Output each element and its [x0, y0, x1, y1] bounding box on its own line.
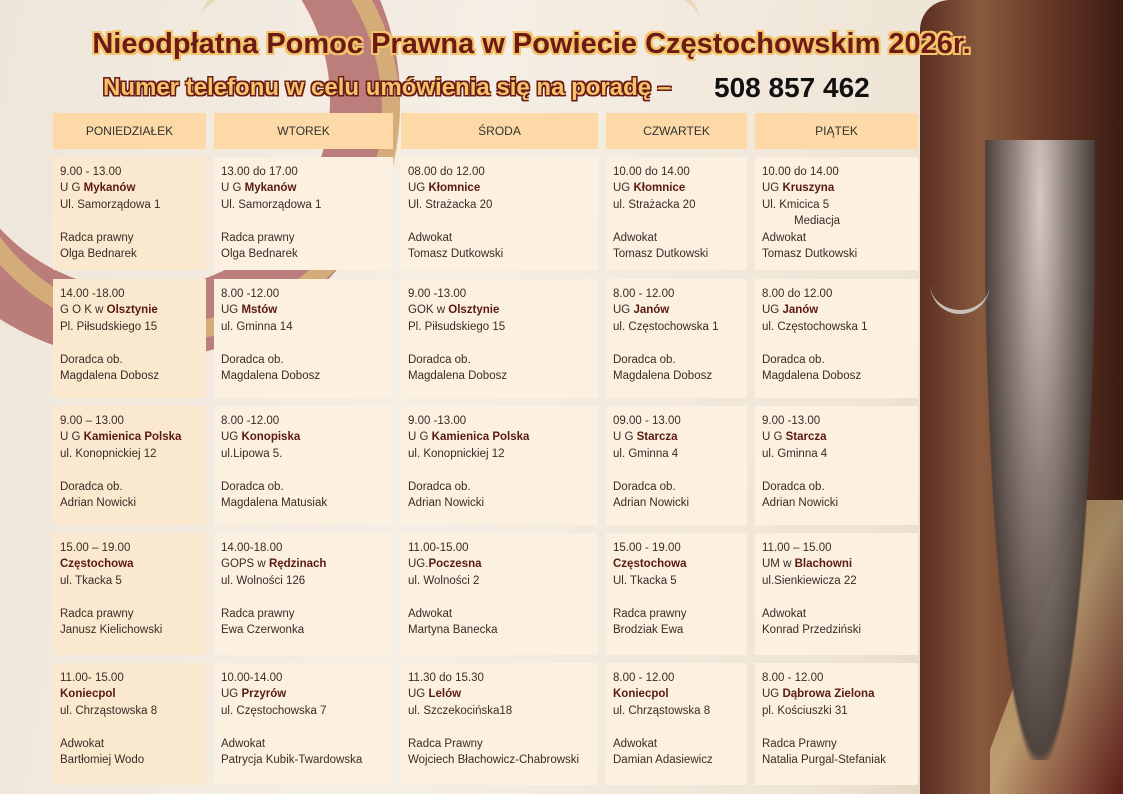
- spacer: [60, 719, 199, 735]
- advisor-name: Adrian Nowicki: [60, 497, 137, 510]
- advisor-role: Doradca ob.: [762, 353, 825, 366]
- schedule-cell: [214, 533, 393, 655]
- advisor-role: Doradca ob.: [408, 353, 471, 366]
- schedule-cell: [401, 157, 598, 270]
- advisor-role: Radca prawny: [60, 231, 134, 244]
- office-hours: 9.00 -13.00: [762, 415, 821, 427]
- spacer: [221, 335, 386, 351]
- advisor-name: Tomasz Dutkowski: [613, 248, 709, 261]
- office-hours: 15.00 – 19.00: [60, 542, 131, 554]
- office-hours: 11.00- 15.00: [60, 672, 124, 684]
- schedule-cell: [755, 406, 918, 525]
- address: ul. Wolności 126: [221, 574, 306, 587]
- advisor-name: Magdalena Dobosz: [221, 370, 321, 383]
- day-header: PONIEDZIAŁEK: [53, 113, 206, 149]
- address: ul. Chrząstowska 8: [613, 704, 711, 717]
- schedule-cell: [214, 157, 393, 270]
- location: [613, 686, 740, 702]
- location-prefix: UG: [762, 688, 783, 701]
- location-name: Olsztynie: [106, 304, 158, 317]
- advisor-name: Adrian Nowicki: [762, 497, 839, 510]
- advisor-role: Doradca ob.: [60, 480, 123, 493]
- schedule-cell: [755, 663, 918, 785]
- schedule-cell: [53, 533, 206, 655]
- location-name: Lelów: [428, 688, 462, 701]
- location-prefix: UG: [408, 182, 429, 195]
- advisor-role: Radca prawny: [60, 607, 134, 620]
- location: [762, 302, 911, 318]
- advisor-name: Olga Bednarek: [60, 248, 137, 261]
- address: ul.Sienkiewicza 22: [762, 574, 857, 587]
- location: [408, 556, 591, 572]
- office-hours: 11.00-15.00: [408, 542, 469, 554]
- spacer: [60, 335, 199, 351]
- location-name: Częstochowa: [613, 558, 687, 571]
- address: ul.Lipowa 5.: [221, 447, 283, 460]
- advisor-role: Doradca ob.: [221, 353, 284, 366]
- office-hours: 9.00 -13.00: [408, 415, 467, 427]
- advisor-name: Tomasz Dutkowski: [762, 248, 858, 261]
- schedule-cell: [214, 406, 393, 525]
- schedule-cell: [606, 663, 747, 785]
- location-name: Olsztynie: [448, 304, 500, 317]
- spacer: [408, 719, 591, 735]
- location: [221, 429, 386, 445]
- address: ul. Strażacka 20: [613, 198, 696, 211]
- office-hours: 8.00 do 12.00: [762, 288, 833, 300]
- advisor-name: Olga Bednarek: [221, 248, 298, 261]
- location-name: Przyrów: [241, 688, 287, 701]
- office-hours: 9.00 - 13.00: [60, 166, 122, 178]
- location-name: Koniecpol: [60, 688, 116, 701]
- phone-label: Numer telefonu w celu umówienia się na poradę –: [103, 74, 672, 101]
- location: [408, 429, 591, 445]
- phone-number: 508 857 462: [714, 72, 870, 103]
- location-name: Dąbrowa Zielona: [782, 688, 875, 701]
- spacer: [613, 462, 740, 478]
- location: [60, 686, 199, 702]
- address: Ul. Kmicica 5: [762, 198, 830, 211]
- schedule-cell: [606, 533, 747, 655]
- advisor-role: Adwokat: [762, 231, 807, 244]
- address: ul. Chrząstowska 8: [60, 704, 158, 717]
- location-name: Kłomnice: [633, 182, 686, 195]
- spacer: [221, 719, 386, 735]
- advisor-role: Adwokat: [408, 607, 453, 620]
- location-name: Starcza: [785, 431, 827, 444]
- location-prefix: G O K w: [60, 304, 107, 317]
- spacer: [221, 213, 386, 229]
- location-name: Mykanów: [83, 182, 136, 195]
- schedule-cell: [401, 406, 598, 525]
- advisor-role: Adwokat: [762, 607, 807, 620]
- office-hours: 8.00 - 12.00: [762, 672, 824, 684]
- schedule-cell: [606, 279, 747, 398]
- address: ul. Częstochowska 1: [762, 320, 868, 333]
- location: [613, 180, 740, 196]
- location-name: Koniecpol: [613, 688, 669, 701]
- address: ul. Szczekocińska18: [408, 704, 513, 717]
- office-hours: 8.00 -12.00: [221, 288, 280, 300]
- location-prefix: U G: [762, 431, 786, 444]
- location-name: Kamienica Polska: [431, 431, 530, 444]
- advisor-name: Patrycja Kubik-Twardowska: [221, 754, 363, 767]
- spacer: [408, 589, 591, 605]
- office-hours: 10.00 do 14.00: [613, 166, 690, 178]
- location: [408, 302, 591, 318]
- schedule-cell: [606, 157, 747, 270]
- location-prefix: UG: [613, 182, 634, 195]
- location-name: Rędzinach: [268, 558, 327, 571]
- location: [221, 556, 386, 572]
- location: [613, 302, 740, 318]
- location: [60, 556, 199, 572]
- location-prefix: UG: [408, 688, 429, 701]
- lady-justice-icon: [985, 140, 1095, 760]
- advisor-role: Doradca ob.: [60, 353, 123, 366]
- schedule-cell: [53, 279, 206, 398]
- advisor-role: Radca prawny: [221, 607, 295, 620]
- location-prefix: UG: [221, 304, 242, 317]
- schedule-cell: [214, 663, 393, 785]
- spacer: [613, 213, 740, 229]
- address: Ul. Samorządowa 1: [221, 198, 322, 211]
- location: [408, 686, 591, 702]
- advisor-name: Adrian Nowicki: [613, 497, 690, 510]
- schedule-cell: [53, 406, 206, 525]
- advisor-name: Tomasz Dutkowski: [408, 248, 504, 261]
- advisor-name: Wojciech Błachowicz-Chabrowski: [408, 754, 580, 767]
- location-prefix: UG: [762, 182, 783, 195]
- location: [60, 429, 199, 445]
- office-hours: 8.00 - 12.00: [613, 288, 675, 300]
- advisor-name: Janusz Kielichowski: [60, 624, 163, 637]
- advisor-name: Magdalena Dobosz: [613, 370, 713, 383]
- office-hours: 10.00 do 14.00: [762, 166, 839, 178]
- address: ul. Konopnickiej 12: [60, 447, 157, 460]
- advisor-role: Adwokat: [408, 231, 453, 244]
- advisor-name: Magdalena Dobosz: [408, 370, 508, 383]
- advisor-role: Adwokat: [613, 737, 658, 750]
- spacer: [762, 335, 911, 351]
- location-prefix: UG: [221, 688, 242, 701]
- advisor-role: Radca Prawny: [408, 737, 483, 750]
- spacer: [613, 589, 740, 605]
- advisor-role: Adwokat: [60, 737, 105, 750]
- page-title: Nieodpłatna Pomoc Prawna w Powiecie Częstochowskim 2026r.: [92, 28, 971, 60]
- advisor-role: Doradca ob.: [613, 353, 676, 366]
- address: ul. Gminna 14: [221, 320, 293, 333]
- spacer: [221, 589, 386, 605]
- office-hours: 15.00 - 19.00: [613, 542, 681, 554]
- location-prefix: UG: [762, 304, 783, 317]
- spacer: [762, 719, 911, 735]
- location: [221, 686, 386, 702]
- office-hours: 8.00 -12.00: [221, 415, 280, 427]
- location: [762, 556, 911, 572]
- office-hours: 09.00 - 13.00: [613, 415, 681, 427]
- spacer: [60, 462, 199, 478]
- day-header: ŚRODA: [401, 113, 598, 149]
- advisor-role: Doradca ob.: [762, 480, 825, 493]
- schedule-cell: [755, 533, 918, 655]
- location-prefix: UG.: [408, 558, 429, 571]
- location: [221, 302, 386, 318]
- address: pl. Kościuszki 31: [762, 704, 848, 717]
- location: [613, 556, 740, 572]
- advisor-name: Konrad Przedziński: [762, 624, 862, 637]
- advisor-name: Ewa Czerwonka: [221, 624, 305, 637]
- location-name: Starcza: [636, 431, 678, 444]
- office-hours: 10.00-14.00: [221, 672, 283, 684]
- schedule-cell: [606, 406, 747, 525]
- location-prefix: U G: [221, 182, 245, 195]
- location-prefix: UM w: [762, 558, 795, 571]
- location: [762, 180, 911, 196]
- location: [762, 686, 911, 702]
- advisor-role: Radca prawny: [613, 607, 687, 620]
- advisor-role: Adwokat: [221, 737, 266, 750]
- address: ul. Tkacka 5: [60, 574, 122, 587]
- location-name: Częstochowa: [60, 558, 134, 571]
- location-prefix: U G: [60, 182, 84, 195]
- day-header: PIĄTEK: [755, 113, 918, 149]
- advisor-name: Adrian Nowicki: [408, 497, 485, 510]
- schedule-cell: [755, 279, 918, 398]
- advisor-name: Magdalena Dobosz: [762, 370, 862, 383]
- office-hours: 8.00 - 12.00: [613, 672, 675, 684]
- spacer: [762, 589, 911, 605]
- advisor-name: Brodziak Ewa: [613, 624, 684, 637]
- schedule-cell: [53, 663, 206, 785]
- address: Pl. Piłsudskiego 15: [60, 320, 158, 333]
- location-prefix: UG: [221, 431, 242, 444]
- office-hours: 13.00 do 17.00: [221, 166, 298, 178]
- office-hours: 08.00 do 12.00: [408, 166, 485, 178]
- address: ul. Konopnickiej 12: [408, 447, 505, 460]
- location-prefix: U G: [60, 431, 84, 444]
- location: [60, 302, 199, 318]
- day-header: CZWARTEK: [606, 113, 747, 149]
- address: Ul. Tkacka 5: [613, 574, 677, 587]
- location-name: Kłomnice: [428, 182, 481, 195]
- address: Ul. Strażacka 20: [408, 198, 493, 211]
- advisor-role: Doradca ob.: [613, 480, 676, 493]
- spacer: [60, 213, 199, 229]
- schedule-cell: [214, 279, 393, 398]
- office-hours: 11.30 do 15.30: [408, 672, 484, 684]
- location-prefix: GOK w: [408, 304, 449, 317]
- address: ul. Częstochowska 1: [613, 320, 719, 333]
- service-type: Mediacja: [794, 215, 841, 228]
- advisor-role: Radca Prawny: [762, 737, 837, 750]
- location: [408, 180, 591, 196]
- advisor-name: Damian Adasiewicz: [613, 754, 713, 767]
- address: ul. Gminna 4: [613, 447, 679, 460]
- address: ul. Częstochowska 7: [221, 704, 327, 717]
- spacer: [60, 589, 199, 605]
- location-name: Janów: [633, 304, 670, 317]
- address: Pl. Piłsudskiego 15: [408, 320, 506, 333]
- office-hours: 11.00 – 15.00: [762, 542, 832, 554]
- location: [613, 429, 740, 445]
- schedule-cell: [53, 157, 206, 270]
- location-prefix: UG: [613, 304, 634, 317]
- office-hours: 14.00-18.00: [221, 542, 283, 554]
- spacer: [408, 462, 591, 478]
- schedule-cell: [401, 533, 598, 655]
- address: Ul. Samorządowa 1: [60, 198, 161, 211]
- spacer: [408, 213, 591, 229]
- office-hours: 9.00 -13.00: [408, 288, 467, 300]
- address: ul. Gminna 4: [762, 447, 828, 460]
- location-prefix: U G: [408, 431, 432, 444]
- location: [762, 429, 911, 445]
- location: [60, 180, 199, 196]
- spacer: [762, 462, 911, 478]
- schedule-cell: [401, 279, 598, 398]
- advisor-role: Doradca ob.: [408, 480, 471, 493]
- advisor-role: Radca prawny: [221, 231, 295, 244]
- schedule-cell: [401, 663, 598, 785]
- advisor-name: Bartłomiej Wodo: [60, 754, 145, 767]
- day-header: WTOREK: [214, 113, 393, 149]
- office-hours: 9.00 – 13.00: [60, 415, 124, 427]
- location-name: Mstów: [241, 304, 278, 317]
- advisor-role: Adwokat: [613, 231, 658, 244]
- location-name: Kruszyna: [782, 182, 835, 195]
- office-hours: 14.00 -18.00: [60, 288, 125, 300]
- location-name: Konopiska: [241, 431, 301, 444]
- advisor-name: Magdalena Matusiak: [221, 497, 328, 510]
- advisor-name: Martyna Banecka: [408, 624, 498, 637]
- location-name: Blachowni: [794, 558, 853, 571]
- advisor-name: Natalia Purgal-Stefaniak: [762, 754, 887, 767]
- spacer: [221, 462, 386, 478]
- location-name: Mykanów: [244, 182, 297, 195]
- advisor-role: Doradca ob.: [221, 480, 284, 493]
- location-name: Poczesna: [428, 558, 482, 571]
- location-name: Janów: [782, 304, 819, 317]
- location-prefix: U G: [613, 431, 637, 444]
- schedule-cell: [755, 157, 918, 270]
- advisor-name: Magdalena Dobosz: [60, 370, 160, 383]
- location-prefix: GOPS w: [221, 558, 269, 571]
- address: ul. Wolności 2: [408, 574, 480, 587]
- spacer: [408, 335, 591, 351]
- location: [221, 180, 386, 196]
- spacer: [613, 335, 740, 351]
- location-name: Kamienica Polska: [83, 431, 182, 444]
- spacer: [613, 719, 740, 735]
